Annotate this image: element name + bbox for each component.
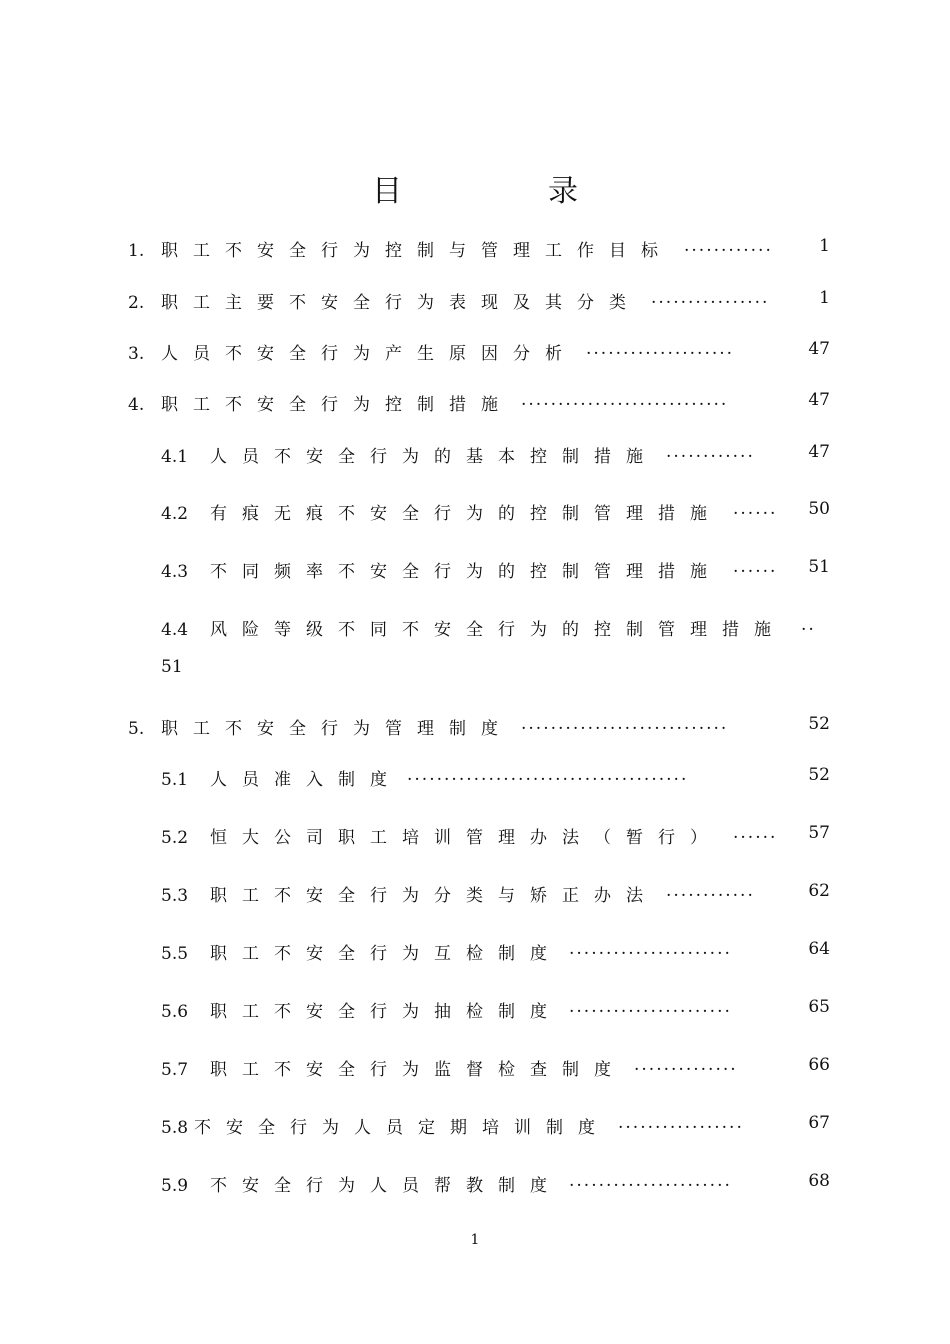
toc-leader: ..	[801, 615, 816, 635]
toc-leader: ............................	[521, 714, 729, 734]
toc-leader: ......	[733, 557, 778, 577]
toc-text: 人员不安全行为的基本控制措施	[210, 447, 658, 467]
toc-number: 2.	[128, 293, 145, 313]
toc-entry-5-3[interactable]	[161, 881, 755, 906]
toc-number: 4.2	[161, 504, 189, 524]
toc-page: 1	[819, 288, 830, 308]
toc-text: 职工不安全行为管理制度	[161, 719, 513, 739]
toc-entry-5-5[interactable]	[161, 939, 732, 964]
toc-page: 66	[808, 1055, 830, 1075]
toc-leader: ......................................	[407, 765, 689, 785]
toc-text: 不安全行为人员定期培训制度	[194, 1118, 610, 1138]
toc-entry-5-1[interactable]	[161, 765, 689, 790]
toc-leader: ............	[666, 881, 755, 901]
toc-leader: ......	[733, 499, 778, 519]
toc-number: 4.4	[161, 620, 189, 640]
toc-page: 65	[808, 997, 830, 1017]
toc-number: 5.7	[161, 1060, 189, 1080]
toc-leader: ............................	[521, 390, 729, 410]
toc-number: 5.2	[161, 828, 189, 848]
toc-text: 有痕无痕不安全行为的控制管理措施	[210, 504, 722, 524]
toc-number: 5.5	[161, 944, 189, 964]
toc-leader: ............	[684, 236, 773, 256]
toc-page: 51	[808, 557, 830, 577]
toc-page: 64	[808, 939, 830, 959]
toc-leader: ......	[733, 823, 778, 843]
toc-text: 人员准入制度	[210, 770, 402, 790]
toc-text: 职工不安全行为监督检查制度	[210, 1060, 626, 1080]
toc-entry-5-7[interactable]	[161, 1055, 738, 1080]
toc-leader: ......................	[569, 997, 732, 1017]
toc-text: 恒大公司职工培训管理办法（暂行）	[210, 828, 722, 848]
toc-entry-5[interactable]	[128, 714, 729, 739]
toc-entry-5-9[interactable]	[161, 1171, 732, 1196]
toc-leader: ............	[666, 442, 755, 462]
toc-page-wrapped: 51	[161, 657, 183, 677]
toc-text: 职工不安全行为控制措施	[161, 395, 513, 415]
toc-entry-4-2[interactable]	[161, 499, 778, 524]
toc-number: 5.8	[161, 1118, 189, 1138]
toc-entry-4[interactable]	[128, 390, 729, 415]
toc-text: 风险等级不同不安全行为的控制管理措施	[210, 620, 786, 640]
toc-leader: ..............	[634, 1055, 738, 1075]
toc-number: 4.	[128, 395, 145, 415]
toc-number: 5.1	[161, 770, 189, 790]
page-title: 目 录	[372, 174, 636, 209]
toc-page: 68	[808, 1171, 830, 1191]
toc-page: 47	[808, 339, 830, 359]
toc-number: 4.1	[161, 447, 189, 467]
toc-text: 职工不安全行为控制与管理工作目标	[161, 241, 673, 261]
toc-text: 职工不安全行为抽检制度	[210, 1002, 562, 1022]
toc-entry-5-2[interactable]	[161, 823, 778, 848]
toc-entry-2[interactable]	[128, 288, 770, 313]
toc-page: 1	[819, 236, 830, 256]
toc-page: 62	[808, 881, 830, 901]
toc-number: 5.9	[161, 1176, 189, 1196]
toc-leader: .................	[618, 1113, 744, 1133]
toc-leader: ......................	[569, 1171, 732, 1191]
page-number-footer: 1	[470, 1232, 480, 1248]
toc-page: 67	[808, 1113, 830, 1133]
toc-number: 5.3	[161, 886, 189, 906]
toc-page: 47	[808, 390, 830, 410]
toc-text: 职工不安全行为互检制度	[210, 944, 562, 964]
toc-text: 不安全行为人员帮教制度	[210, 1176, 562, 1196]
toc-number: 4.3	[161, 562, 189, 582]
toc-number: 5.	[128, 719, 145, 739]
toc-text: 不同频率不安全行为的控制管理措施	[210, 562, 722, 582]
toc-text: 职工不安全行为分类与矫正办法	[210, 886, 658, 906]
toc-entry-5-8[interactable]	[161, 1113, 744, 1138]
toc-entry-4-3[interactable]	[161, 557, 778, 582]
toc-entry-4-1[interactable]	[161, 442, 755, 467]
toc-page: 52	[808, 765, 830, 785]
toc-leader: ......................	[569, 939, 732, 959]
toc-page: 52	[808, 714, 830, 734]
toc-leader: ....................	[586, 339, 735, 359]
toc-entry-4-4[interactable]	[161, 615, 816, 640]
toc-text: 职工主要不安全行为表现及其分类	[161, 293, 641, 313]
toc-number: 1.	[128, 241, 145, 261]
toc-leader: ................	[651, 288, 770, 308]
toc-page: 47	[808, 442, 830, 462]
toc-entry-3[interactable]	[128, 339, 735, 364]
toc-entry-1[interactable]	[128, 236, 773, 261]
toc-page: 57	[808, 823, 830, 843]
toc-number: 5.6	[161, 1002, 189, 1022]
toc-text: 人员不安全行为产生原因分析	[161, 344, 577, 364]
toc-page: 50	[808, 499, 830, 519]
toc-entry-5-6[interactable]	[161, 997, 732, 1022]
toc-number: 3.	[128, 344, 145, 364]
